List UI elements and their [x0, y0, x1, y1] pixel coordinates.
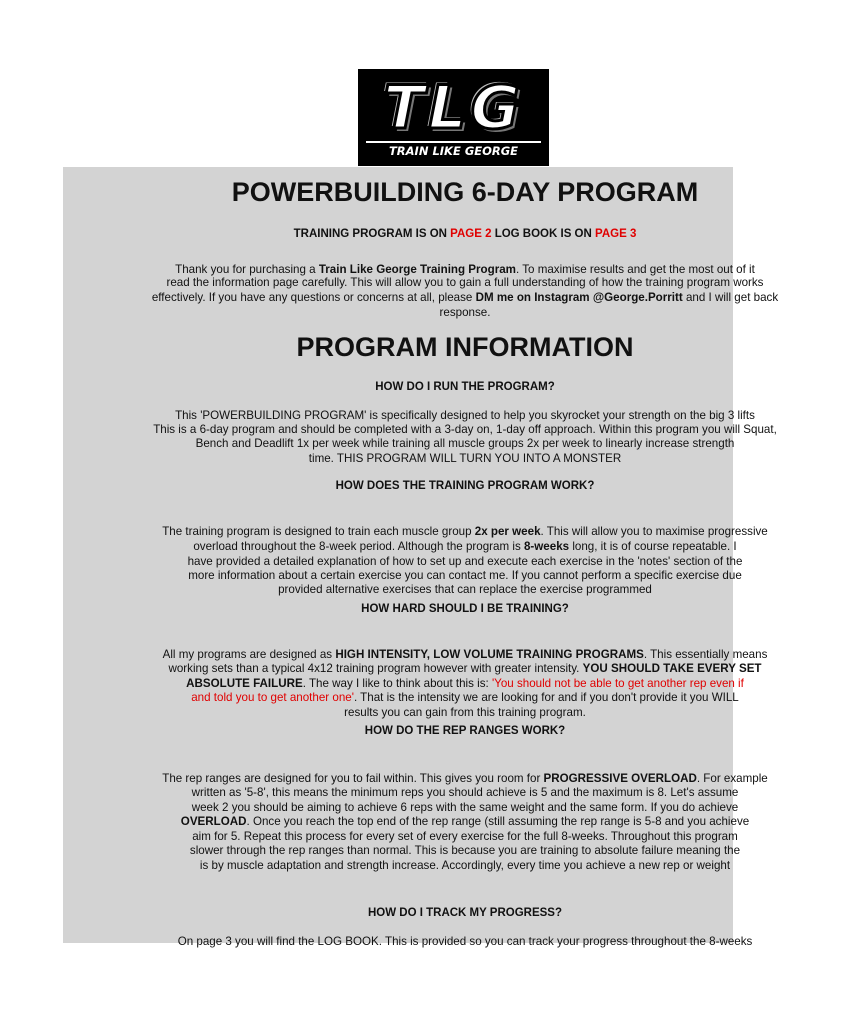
- answer-1-line-1: This 'POWERBUILDING PROGRAM' is specifically designed to help you skyrocket your strength on the big 3 lifts: [175, 409, 755, 422]
- question-4: HOW DO THE REP RANGES WORK?: [364, 725, 566, 737]
- page-2-ref: PAGE 2: [450, 228, 492, 240]
- instagram-contact: DM me on Instagram @George.Porritt: [475, 291, 683, 304]
- text: Thank you for purchasing a: [175, 263, 319, 276]
- bold-text: ABSOLUTE FAILURE: [186, 677, 303, 690]
- tlg-logo: [358, 69, 549, 166]
- intro-line-3: [63, 291, 867, 304]
- text: overload throughout the 8-week period. Although the program is: [193, 540, 524, 553]
- logo-letters: TLG: [383, 73, 524, 143]
- answer-4-line-7: is by muscle adaptation and strength increase. Accordingly, every time you achieve a new rep or weight: [199, 859, 731, 872]
- page-title: POWERBUILDING 6-DAY PROGRAM: [231, 177, 699, 207]
- answer-3-line-5: results you can gain from this training program.: [344, 706, 586, 719]
- pages-line-text: LOG BOOK IS ON: [491, 228, 596, 240]
- bold-text: 8-weeks: [523, 540, 570, 553]
- pages-line: [63, 228, 867, 240]
- text: . This will allow you to maximise progressive: [540, 525, 768, 538]
- text: . That is the intensity we are looking for and if you don't provide it you WILL: [353, 691, 739, 704]
- pages-line-text: TRAINING PROGRAM IS ON: [293, 228, 451, 240]
- logo-tagline: TRAIN LIKE GEORGE: [366, 141, 541, 160]
- page-3-ref: PAGE 3: [595, 228, 637, 240]
- bold-text: OVERLOAD: [180, 815, 247, 828]
- answer-3-line-4: [63, 691, 867, 704]
- answer-1-line-2: This is a 6-day program and should be completed with a 3-day on, 1-day off approach. Within this program you will Squat,: [153, 423, 777, 436]
- answer-1-line-4: time. THIS PROGRAM WILL TURN YOU INTO A MONSTER: [308, 452, 622, 465]
- answer-2-line-2: [63, 540, 867, 553]
- document-sheet: [63, 167, 779, 948]
- red-quote: 'You should not be able to get another rep even if: [491, 677, 744, 690]
- bold-text: HIGH INTENSITY, LOW VOLUME TRAINING PROGRAMS: [335, 648, 644, 661]
- text: working sets than a typical 4x12 training program however with greater intensity.: [168, 662, 583, 675]
- text: . This essentially means: [643, 648, 768, 661]
- program-name: Train Like George Training Program: [318, 263, 516, 276]
- answer-3-line-1: [63, 648, 867, 661]
- text: and I will get back: [682, 291, 779, 304]
- answer-5-line-1: On page 3 you will find the LOG BOOK. This is provided so you can track your progress throughout the 8-weeks: [177, 935, 753, 948]
- bold-text: PROGRESSIVE OVERLOAD: [543, 772, 697, 785]
- text: . Once you reach the top end of the rep range (still assuming the rep range is 5-8 and you achieve: [246, 815, 750, 828]
- text: effectively. If you have any questions or concerns at all, please: [151, 291, 476, 304]
- intro-line-2: read the information page carefully. This will allow you to gain a full understanding of how the training program works: [166, 276, 764, 289]
- question-5: HOW DO I TRACK MY PROGRESS?: [367, 907, 563, 919]
- bold-text: YOU SHOULD TAKE EVERY SET: [582, 662, 762, 675]
- bold-text: 2x per week: [474, 525, 541, 538]
- text: The training program is designed to train each muscle group: [162, 525, 475, 538]
- text: . The way I like to think about this is:: [302, 677, 492, 690]
- intro-line-4: response.: [439, 306, 491, 319]
- answer-4-line-6: slower through the rep ranges than normal. This is because you are training to absolute failure meaning the: [189, 844, 741, 857]
- red-quote: and told you to get another one': [191, 691, 354, 704]
- answer-4-line-1: [63, 772, 867, 785]
- text: . To maximise results and get the most out of it: [516, 263, 755, 276]
- answer-2-line-3: have provided a detailed explanation of how to set up and execute each exercise in the 'notes' section of the: [187, 555, 743, 568]
- answer-3-line-3: [63, 677, 867, 690]
- answer-2-line-4: more information about a certain exercise you can contact me. If you cannot perform a specific exercise due: [188, 569, 742, 582]
- text: . For example: [696, 772, 768, 785]
- answer-4-line-2: written as '5-8', this means the minimum reps you should achieve is 5 and the maximum is 8. Let's assume: [191, 786, 739, 799]
- section-title: PROGRAM INFORMATION: [296, 332, 634, 362]
- answer-4-line-3: week 2 you should be aiming to achieve 6 reps with the same weight and the same form. If you do achieve: [191, 801, 739, 814]
- answer-2-line-1: [63, 525, 867, 538]
- text: The rep ranges are designed for you to fail within. This gives you room for: [162, 772, 544, 785]
- answer-3-line-2: [63, 662, 867, 675]
- intro-line-1: [63, 263, 867, 276]
- question-3: HOW HARD SHOULD I BE TRAINING?: [361, 603, 569, 615]
- answer-2-line-5: provided alternative exercises that can replace the exercise programmed: [278, 583, 652, 596]
- answer-4-line-4: [63, 815, 867, 828]
- text: All my programs are designed as: [162, 648, 336, 661]
- question-2: HOW DOES THE TRAINING PROGRAM WORK?: [335, 480, 595, 492]
- text: long, it is of course repeatable. I: [569, 540, 737, 553]
- answer-4-line-5: aim for 5. Repeat this process for every set of every exercise for the full 8-weeks. Throughout this program: [192, 830, 738, 843]
- answer-1-line-3: Bench and Deadlift 1x per week while training all muscle groups 2x per week to linearly increase strength: [195, 437, 735, 450]
- question-1: HOW DO I RUN THE PROGRAM?: [375, 381, 555, 393]
